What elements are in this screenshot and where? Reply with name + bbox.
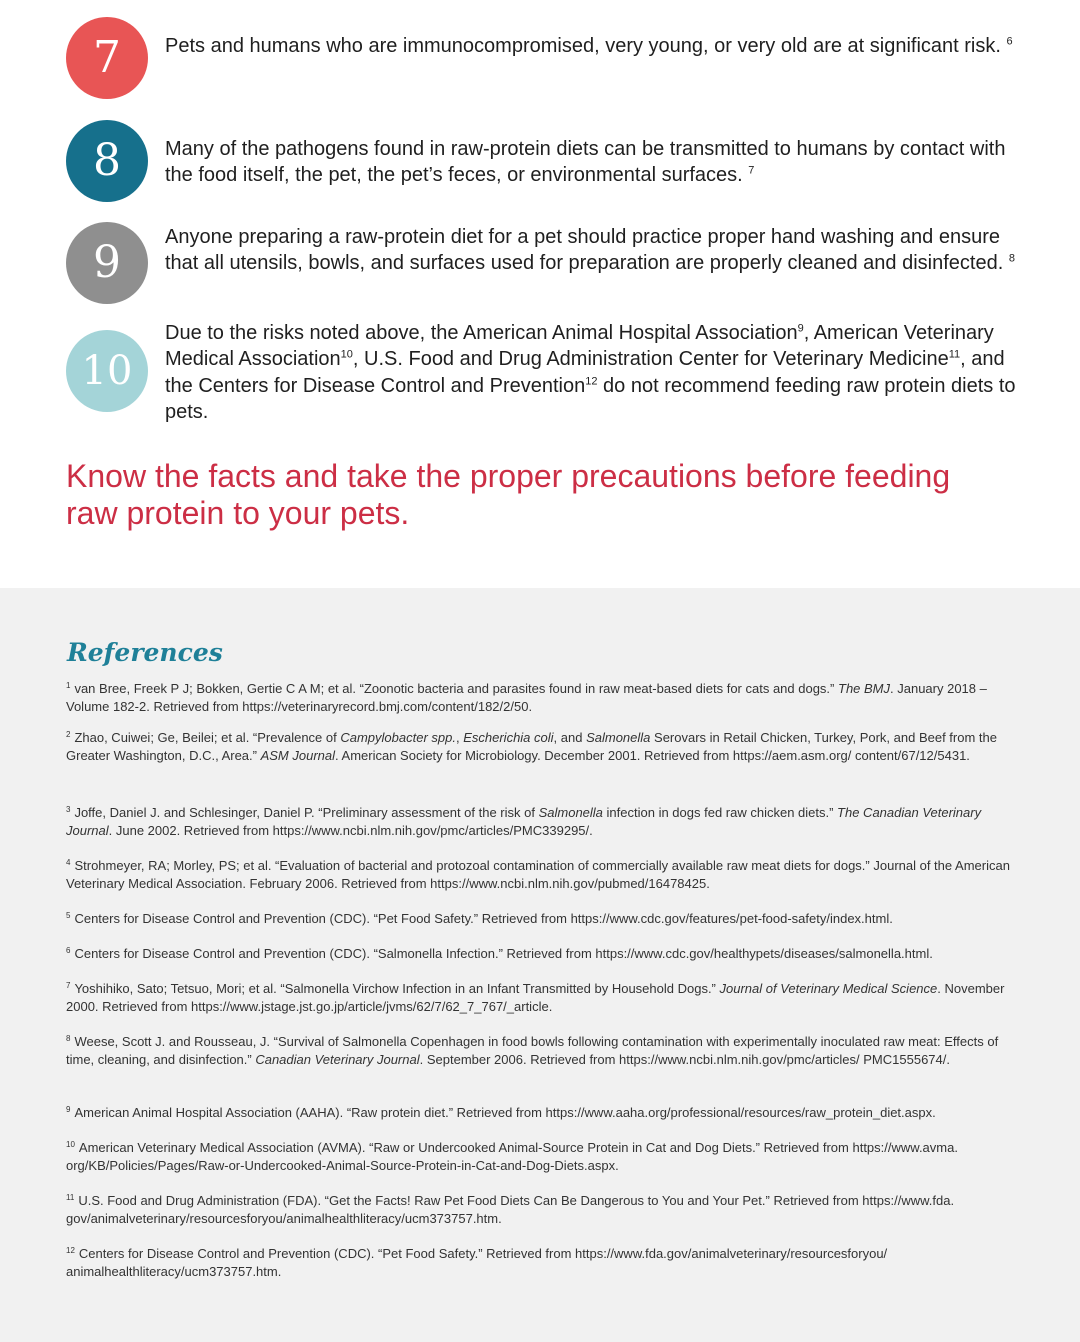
reference-text: Salmonella (586, 730, 651, 745)
reference-text: , (455, 730, 464, 745)
reference-number: 8 (66, 1033, 71, 1043)
reference-text: Centers for Disease Control and Prevention (CDC). “Pet Food Safety.” Retrieved from https://www.cdc.gov/features/pet-food-safety/index.html. (74, 911, 893, 926)
reference-number: 2 (66, 729, 71, 739)
fact-text-9: Anyone preparing a raw-protein diet for a pet should practice proper hand washing and ensure that all utensils, bowls, and surfaces used for preparation are properly cleaned and disinfected. $^8$ (165, 226, 1015, 275)
reference-text: Campylobacter spp. (340, 730, 456, 745)
reference-text: Salmonella (538, 805, 603, 820)
reference-text: The Canadian Veterinary Journal (66, 805, 982, 838)
reference-text: Escherichia coli (463, 730, 554, 745)
number-badge-7: 7 (66, 17, 148, 99)
reference-text: Canadian Veterinary Journal (255, 1051, 420, 1067)
number-badge-8: 8 (66, 120, 148, 202)
reference-number: 9 (66, 1104, 71, 1114)
reference-text: ASM Journal (260, 747, 336, 763)
reference-number: 3 (66, 804, 71, 814)
reference-text: infection in dogs fed raw chicken diets.” (602, 805, 838, 820)
reference-number: 10 (66, 1139, 75, 1149)
reference-item (66, 1104, 1016, 1122)
reference-text: U.S. Food and Drug Administration (FDA). “Get the Facts! Raw Pet Food Diets Can Be Dangerous to You and Your Pet.” Retrieved from https://www.fda. gov/animalveterinary/resourcesforyou/animalhealthliteracy/ucm373757.htm. (66, 1193, 955, 1226)
reference-item (66, 804, 1016, 839)
references-section (0, 588, 1080, 1342)
reference-text: Zhao, Cuiwei; Ge, Beilei; et al. “Prevalence of (74, 730, 341, 745)
reference-text: Strohmeyer, RA; Morley, PS; et al. “Evaluation of bacterial and protozoal contamination of commercially available raw meat diets for dogs.” Journal of the American Veterinary Medical Association. February 2006. Retrieved from https://www.ncbi.nlm.nih.gov/pubmed/16478425. (66, 858, 1010, 891)
reference-text: Yoshihiko, Sato; Tetsuo, Mori; et al. “Salmonella Virchow Infection in an Infant Transmitted by Household Dogs.” (74, 981, 720, 996)
number-badge-10: 10 (66, 330, 148, 412)
reference-item (66, 857, 1016, 892)
number-badge-9: 9 (66, 222, 148, 304)
reference-number: 1 (66, 680, 71, 690)
reference-item (66, 1033, 1016, 1068)
reference-text: American Animal Hospital Association (AAHA). “Raw protein diet.” Retrieved from https://www.aaha.org/professional/resources/raw_protein_diet.aspx. (74, 1105, 936, 1120)
reference-text: Serovars in Retail Chicken, Turkey, Pork, and Beef from the Greater Washington, D.C., Area.” (66, 730, 997, 763)
reference-number: 4 (66, 857, 71, 867)
reference-number: 11 (66, 1192, 75, 1202)
reference-item (66, 1245, 1016, 1280)
reference-item (66, 980, 1016, 1015)
call-to-action-tagline: Know the facts and take the proper precautions before feeding raw protein to your pets. (66, 458, 951, 531)
reference-item (66, 910, 1016, 928)
reference-text: . June 2002. Retrieved from https://www.ncbi.nlm.nih.gov/pmc/articles/PMC339295/. (108, 822, 593, 838)
reference-item (66, 680, 1016, 715)
reference-text: van Bree, Freek P J; Bokken, Gertie C A M; et al. “Zoonotic bacteria and parasites found in raw meat-based diets for cats and dogs.” (74, 681, 838, 696)
reference-number: 5 (66, 910, 71, 920)
numbered-facts-section (0, 0, 1080, 588)
reference-item (66, 729, 1016, 764)
reference-item (66, 945, 1016, 963)
reference-text: Weese, Scott J. and Rousseau, J. “Survival of Salmonella Copenhagen in food bowls following contamination with experimentally inoculated raw meat: Effects of time, cleaning, and disinfection.” (66, 1034, 999, 1067)
reference-number: 12 (66, 1245, 75, 1255)
reference-item (66, 1192, 1016, 1227)
reference-text: . November 2000. Retrieved from https://www.jstage.jst.go.jp/article/jvms/62/7/62_7_767/_article. (66, 981, 1005, 1014)
reference-text: Journal of Veterinary Medical Science (719, 981, 938, 996)
reference-item (66, 1139, 1016, 1174)
reference-text: Centers for Disease Control and Prevention (CDC). “Pet Food Safety.” Retrieved from https://www.fda.gov/animalveterinary/resourcesforyou/ animalhealthliteracy/ucm373757.htm. (66, 1246, 888, 1279)
reference-number: 6 (66, 945, 71, 955)
reference-text: , and (553, 730, 587, 745)
reference-text: Joffe, Daniel J. and Schlesinger, Daniel P. “Preliminary assessment of the risk of (74, 805, 539, 820)
reference-text: . September 2006. Retrieved from https://www.ncbi.nlm.nih.gov/pmc/articles/ PMC1555674/. (419, 1051, 950, 1067)
reference-text: . American Society for Microbiology. December 2001. Retrieved from https://aem.asm.org/ content/67/12/5431. (335, 747, 970, 763)
reference-text: The BMJ (838, 681, 891, 696)
reference-text: . January 2018 – Volume 182-2. Retrieved from https://veterinaryrecord.bmj.com/content/182/2/50. (66, 681, 987, 714)
reference-text: Centers for Disease Control and Prevention (CDC). “Salmonella Infection.” Retrieved from https://www.cdc.gov/healthypets/diseases/salmonella.html. (74, 946, 933, 961)
fact-text-10: Due to the risks noted above, the American Animal Hospital Association$^9$, American Veterinary Medical Association$^{10}$, U.S. Food and Drug Administration Center for Veterinary Medicine$^{11}$, and the Centers for Disease Control and Prevention$^{12}$ do not recommend feeding raw protein diets to pets. (165, 322, 1016, 424)
references-title: References (67, 638, 223, 667)
reference-text: American Veterinary Medical Association (AVMA). “Raw or Undercooked Animal-Source Protein in Cat and Dog Diets.” Retrieved from https://www.avma. org/KB/Policies/Pages/Raw-or-Undercooked-Animal-Source-Protein-in-Cat-and-Dog-Diets.aspx. (66, 1140, 958, 1173)
reference-number: 7 (66, 980, 71, 990)
fact-text-7: Pets and humans who are immunocompromised, very young, or very old are at significant risk. $^6$ (165, 35, 1013, 57)
fact-text-8: Many of the pathogens found in raw-protein diets can be transmitted to humans by contact with the food itself, the pet, the pet’s feces, or environmental surfaces. $^7$ (165, 138, 1006, 187)
